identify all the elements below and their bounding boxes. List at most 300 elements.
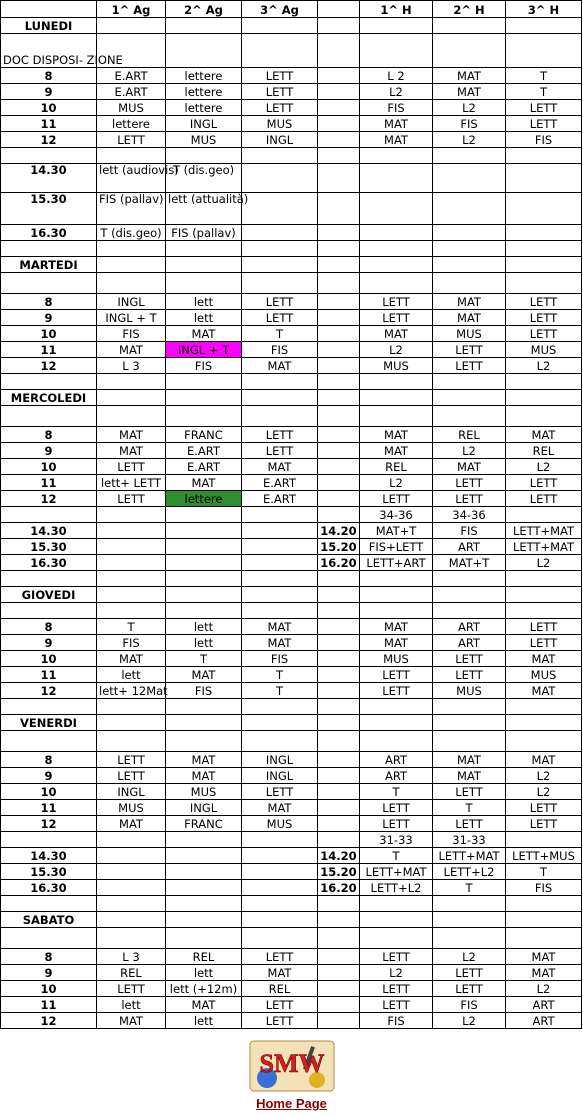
time-cell bbox=[318, 768, 360, 784]
lesson-cell: MAT+T bbox=[433, 555, 506, 571]
lesson-cell: lett bbox=[166, 619, 242, 635]
empty-cell bbox=[97, 912, 166, 928]
lesson-cell bbox=[506, 193, 582, 225]
lesson-cell: lett bbox=[97, 667, 166, 683]
lesson-cell: LETT bbox=[360, 491, 433, 507]
lesson-cell: LETT bbox=[360, 310, 433, 326]
lesson-cell: T bbox=[360, 848, 433, 864]
lesson-cell: 34-36 bbox=[433, 507, 506, 523]
lesson-cell: LETT bbox=[97, 981, 166, 997]
lesson-cell: MAT bbox=[166, 752, 242, 768]
lesson-cell: LETT bbox=[506, 816, 582, 832]
lesson-cell: E.ART bbox=[242, 491, 318, 507]
empty-cell bbox=[318, 571, 360, 587]
lesson-cell: L 2 bbox=[360, 68, 433, 84]
table-row bbox=[1, 294, 582, 310]
empty-cell bbox=[97, 148, 166, 164]
lesson-cell bbox=[166, 848, 242, 864]
time-cell: 8 bbox=[1, 752, 97, 768]
lesson-cell: E.ART bbox=[97, 68, 166, 84]
lesson-cell: lett bbox=[97, 997, 166, 1013]
lesson-cell: REL bbox=[166, 949, 242, 965]
table-row bbox=[1, 507, 582, 523]
lesson-cell: MAT bbox=[506, 427, 582, 443]
lesson-cell: MAT+T bbox=[360, 523, 433, 539]
empty-cell bbox=[360, 374, 433, 390]
lesson-cell: LETT bbox=[242, 100, 318, 116]
lesson-cell: MAT bbox=[166, 997, 242, 1013]
lesson-cell: MUS bbox=[97, 800, 166, 816]
lesson-cell: lett bbox=[166, 965, 242, 981]
empty-cell bbox=[506, 406, 582, 427]
time-cell bbox=[1, 832, 97, 848]
lesson-cell: LETT bbox=[242, 784, 318, 800]
lesson-cell bbox=[242, 507, 318, 523]
time-cell bbox=[318, 667, 360, 683]
lesson-cell: E.ART bbox=[166, 459, 242, 475]
table-row bbox=[1, 965, 582, 981]
lesson-cell: MUS bbox=[360, 358, 433, 374]
lesson-cell bbox=[506, 507, 582, 523]
lesson-cell bbox=[433, 193, 506, 225]
header-cell: 2^ H bbox=[433, 1, 506, 18]
empty-cell bbox=[166, 912, 242, 928]
lesson-cell: T bbox=[506, 864, 582, 880]
lesson-cell: MUS bbox=[360, 651, 433, 667]
lesson-cell: L2 bbox=[506, 459, 582, 475]
time-cell: 11 bbox=[1, 667, 97, 683]
empty-cell bbox=[166, 374, 242, 390]
lesson-cell bbox=[242, 193, 318, 225]
time-cell: 12 bbox=[1, 358, 97, 374]
table-row bbox=[1, 491, 582, 507]
lesson-cell: LETT bbox=[506, 619, 582, 635]
empty-cell bbox=[1, 406, 97, 427]
lesson-cell: lettere bbox=[166, 84, 242, 100]
lesson-cell: REL bbox=[360, 459, 433, 475]
empty-cell bbox=[506, 912, 582, 928]
time-cell: 11 bbox=[1, 800, 97, 816]
time-cell bbox=[318, 752, 360, 768]
lesson-cell: LETT bbox=[360, 683, 433, 699]
empty-cell bbox=[242, 587, 318, 603]
lesson-cell: LETT bbox=[506, 475, 582, 491]
time-cell bbox=[318, 193, 360, 225]
time-cell: 16.20 bbox=[318, 555, 360, 571]
lesson-cell: INGL bbox=[242, 768, 318, 784]
lesson-cell: L2 bbox=[360, 342, 433, 358]
empty-cell bbox=[433, 715, 506, 731]
empty-cell bbox=[506, 241, 582, 257]
lesson-cell: LETT bbox=[360, 949, 433, 965]
lesson-cell bbox=[242, 523, 318, 539]
lesson-cell: L2 bbox=[433, 100, 506, 116]
table-row bbox=[1, 164, 582, 193]
lesson-cell: FIS bbox=[433, 997, 506, 1013]
lesson-cell: L2 bbox=[433, 949, 506, 965]
table-row bbox=[1, 68, 582, 84]
lesson-cell: MUS bbox=[433, 683, 506, 699]
lesson-cell: LETT bbox=[242, 310, 318, 326]
lesson-cell: T bbox=[242, 683, 318, 699]
time-cell: 14.20 bbox=[318, 848, 360, 864]
lesson-cell: FIS bbox=[242, 651, 318, 667]
day-label: MERCOLEDI bbox=[1, 390, 97, 406]
empty-cell bbox=[318, 273, 360, 294]
lesson-cell: MAT bbox=[242, 965, 318, 981]
empty-cell bbox=[433, 374, 506, 390]
lesson-cell: FIS (pallav) bbox=[166, 225, 242, 241]
lesson-cell: MAT bbox=[242, 459, 318, 475]
time-cell: 9 bbox=[1, 443, 97, 459]
time-cell: 11 bbox=[1, 997, 97, 1013]
empty-cell bbox=[506, 148, 582, 164]
empty-cell bbox=[1, 374, 97, 390]
time-cell: 11 bbox=[1, 475, 97, 491]
lesson-cell: lettere bbox=[166, 100, 242, 116]
time-cell bbox=[318, 997, 360, 1013]
time-cell: 9 bbox=[1, 965, 97, 981]
empty-cell bbox=[360, 715, 433, 731]
lesson-cell: MAT bbox=[360, 326, 433, 342]
lesson-cell: ART bbox=[360, 752, 433, 768]
lesson-cell: LETT bbox=[433, 981, 506, 997]
lesson-cell: ART bbox=[433, 619, 506, 635]
time-cell bbox=[318, 310, 360, 326]
lesson-cell: LETT bbox=[360, 816, 433, 832]
table-row bbox=[1, 816, 582, 832]
lesson-cell: FIS bbox=[360, 100, 433, 116]
lesson-cell bbox=[97, 523, 166, 539]
table-row bbox=[1, 374, 582, 390]
lesson-cell: lett+ 12Mat bbox=[97, 683, 166, 699]
empty-cell bbox=[433, 273, 506, 294]
lesson-cell: L 3 bbox=[97, 358, 166, 374]
header-cell bbox=[1, 1, 97, 18]
empty-cell bbox=[97, 390, 166, 406]
empty-cell bbox=[97, 273, 166, 294]
empty-cell bbox=[433, 18, 506, 34]
lesson-cell bbox=[506, 164, 582, 193]
lesson-cell: MAT bbox=[242, 619, 318, 635]
lesson-cell: MUS bbox=[166, 784, 242, 800]
empty-cell bbox=[166, 273, 242, 294]
empty-cell bbox=[360, 390, 433, 406]
lesson-cell: ART bbox=[506, 1013, 582, 1029]
table-row bbox=[1, 539, 582, 555]
time-cell: 14.30 bbox=[1, 523, 97, 539]
lesson-cell: FIS bbox=[433, 116, 506, 132]
empty-cell bbox=[166, 587, 242, 603]
empty-cell bbox=[506, 34, 582, 68]
lesson-cell: MAT bbox=[166, 475, 242, 491]
day-label: MARTEDI bbox=[1, 257, 97, 273]
lesson-cell: FIS (pallav) bbox=[97, 193, 166, 225]
empty-cell bbox=[97, 374, 166, 390]
lesson-cell: LETT bbox=[242, 949, 318, 965]
table-row bbox=[1, 193, 582, 225]
empty-cell bbox=[360, 257, 433, 273]
lesson-cell: T bbox=[166, 651, 242, 667]
lesson-cell: L2 bbox=[360, 965, 433, 981]
table-row bbox=[1, 406, 582, 427]
empty-cell bbox=[433, 34, 506, 68]
time-cell bbox=[318, 507, 360, 523]
time-cell bbox=[1, 507, 97, 523]
lesson-cell: LETT bbox=[242, 443, 318, 459]
lesson-cell bbox=[242, 164, 318, 193]
lesson-cell: lett (+12m) bbox=[166, 981, 242, 997]
time-cell: 9 bbox=[1, 310, 97, 326]
empty-cell bbox=[360, 18, 433, 34]
empty-cell bbox=[97, 571, 166, 587]
empty-cell bbox=[242, 374, 318, 390]
empty-cell bbox=[433, 912, 506, 928]
empty-cell bbox=[506, 571, 582, 587]
lesson-cell bbox=[97, 880, 166, 896]
empty-cell bbox=[242, 912, 318, 928]
lesson-cell: MAT bbox=[97, 816, 166, 832]
empty-cell bbox=[506, 273, 582, 294]
table-row bbox=[1, 928, 582, 949]
empty-cell bbox=[166, 18, 242, 34]
home-page-link[interactable]: Home Page bbox=[256, 1096, 327, 1111]
lesson-cell: LETT bbox=[242, 84, 318, 100]
empty-cell bbox=[166, 603, 242, 619]
table-row bbox=[1, 18, 582, 34]
lesson-cell: MAT bbox=[506, 651, 582, 667]
lesson-cell: INGL bbox=[242, 752, 318, 768]
time-cell bbox=[318, 427, 360, 443]
time-cell bbox=[318, 816, 360, 832]
time-cell bbox=[318, 784, 360, 800]
lesson-cell: MUS bbox=[433, 326, 506, 342]
empty-cell bbox=[506, 715, 582, 731]
table-row bbox=[1, 896, 582, 912]
table-row bbox=[1, 225, 582, 241]
header-cell: 1^ H bbox=[360, 1, 433, 18]
lesson-cell: INGL + T bbox=[166, 342, 242, 358]
header-cell: 3^ Ag bbox=[242, 1, 318, 18]
empty-cell bbox=[1, 731, 97, 752]
empty-cell bbox=[166, 406, 242, 427]
empty-cell bbox=[506, 390, 582, 406]
lesson-cell bbox=[97, 864, 166, 880]
day-label: SABATO bbox=[1, 912, 97, 928]
lesson-cell: lett (audiovis) bbox=[97, 164, 166, 193]
table-row bbox=[1, 635, 582, 651]
lesson-cell bbox=[360, 164, 433, 193]
empty-cell bbox=[433, 241, 506, 257]
table-row bbox=[1, 651, 582, 667]
time-cell: 10 bbox=[1, 784, 97, 800]
lesson-cell: lett (attualità) bbox=[166, 193, 242, 225]
lesson-cell bbox=[242, 555, 318, 571]
table-row bbox=[1, 358, 582, 374]
day-label: GIOVEDI bbox=[1, 587, 97, 603]
lesson-cell: lett+ LETT bbox=[97, 475, 166, 491]
lesson-cell: LETT bbox=[242, 427, 318, 443]
table-row bbox=[1, 619, 582, 635]
lesson-cell: L 3 bbox=[97, 949, 166, 965]
empty-cell bbox=[360, 273, 433, 294]
footer bbox=[0, 1040, 583, 1111]
empty-cell bbox=[166, 896, 242, 912]
lesson-cell: INGL bbox=[97, 294, 166, 310]
lesson-cell: LETT bbox=[506, 491, 582, 507]
lesson-cell: FIS bbox=[360, 1013, 433, 1029]
lesson-cell bbox=[97, 539, 166, 555]
time-cell: 11 bbox=[1, 342, 97, 358]
lesson-cell: L2 bbox=[360, 84, 433, 100]
empty-cell bbox=[97, 731, 166, 752]
lesson-cell: MAT bbox=[360, 443, 433, 459]
empty-cell bbox=[318, 715, 360, 731]
table-row bbox=[1, 427, 582, 443]
lesson-cell: LETT bbox=[360, 981, 433, 997]
lesson-cell: lettere bbox=[97, 116, 166, 132]
empty-cell bbox=[242, 896, 318, 912]
empty-cell bbox=[433, 390, 506, 406]
header-row bbox=[1, 1, 582, 18]
empty-cell bbox=[242, 731, 318, 752]
time-cell bbox=[318, 358, 360, 374]
time-cell bbox=[318, 800, 360, 816]
lesson-cell: lett bbox=[166, 1013, 242, 1029]
lesson-cell: MAT bbox=[97, 427, 166, 443]
empty-cell bbox=[318, 241, 360, 257]
lesson-cell: T bbox=[242, 326, 318, 342]
lesson-cell: MUS bbox=[242, 116, 318, 132]
lesson-cell bbox=[360, 225, 433, 241]
lesson-cell bbox=[166, 555, 242, 571]
time-cell bbox=[318, 619, 360, 635]
time-cell: 14.20 bbox=[318, 523, 360, 539]
empty-cell bbox=[318, 18, 360, 34]
lesson-cell: LETT+ART bbox=[360, 555, 433, 571]
lesson-cell: MAT bbox=[242, 635, 318, 651]
empty-cell bbox=[166, 571, 242, 587]
lesson-cell: MAT bbox=[433, 459, 506, 475]
table-row bbox=[1, 587, 582, 603]
lesson-cell bbox=[506, 225, 582, 241]
lesson-cell: MAT bbox=[433, 68, 506, 84]
time-cell: 8 bbox=[1, 949, 97, 965]
empty-cell bbox=[506, 257, 582, 273]
lesson-cell: MUS bbox=[506, 667, 582, 683]
empty-cell bbox=[506, 18, 582, 34]
empty-cell bbox=[242, 18, 318, 34]
lesson-cell: FIS bbox=[242, 342, 318, 358]
lesson-cell: LETT+MUS bbox=[506, 848, 582, 864]
lesson-cell bbox=[360, 193, 433, 225]
time-cell: 10 bbox=[1, 459, 97, 475]
lesson-cell: LETT bbox=[506, 310, 582, 326]
empty-cell bbox=[166, 390, 242, 406]
empty-cell bbox=[242, 571, 318, 587]
lesson-cell: LETT bbox=[242, 997, 318, 1013]
lesson-cell: L2 bbox=[506, 981, 582, 997]
lesson-cell: 31-33 bbox=[360, 832, 433, 848]
lesson-cell: E.ART bbox=[97, 84, 166, 100]
empty-cell bbox=[360, 148, 433, 164]
lesson-cell: FIS+LETT bbox=[360, 539, 433, 555]
lesson-cell: MAT bbox=[166, 326, 242, 342]
empty-cell bbox=[318, 390, 360, 406]
lesson-cell: INGL bbox=[242, 132, 318, 148]
lesson-cell: MAT bbox=[166, 768, 242, 784]
lesson-cell: FIS bbox=[166, 358, 242, 374]
time-cell: 15.30 bbox=[1, 539, 97, 555]
time-cell: 9 bbox=[1, 84, 97, 100]
lesson-cell: ART bbox=[433, 635, 506, 651]
lesson-cell bbox=[242, 832, 318, 848]
lesson-cell: LETT bbox=[433, 784, 506, 800]
table-row bbox=[1, 715, 582, 731]
table-row bbox=[1, 981, 582, 997]
time-cell bbox=[318, 100, 360, 116]
lesson-cell bbox=[242, 864, 318, 880]
empty-cell bbox=[97, 699, 166, 715]
lesson-cell: L2 bbox=[506, 768, 582, 784]
lesson-cell: FRANC bbox=[166, 816, 242, 832]
empty-cell bbox=[433, 928, 506, 949]
header-cell: 3^ H bbox=[506, 1, 582, 18]
time-cell bbox=[318, 683, 360, 699]
lesson-cell: L2 bbox=[433, 132, 506, 148]
empty-cell bbox=[166, 148, 242, 164]
lesson-cell bbox=[97, 848, 166, 864]
table-row bbox=[1, 832, 582, 848]
lesson-cell bbox=[97, 555, 166, 571]
table-row bbox=[1, 768, 582, 784]
lesson-cell: MAT bbox=[433, 84, 506, 100]
lesson-cell: FIS bbox=[97, 635, 166, 651]
empty-cell bbox=[506, 731, 582, 752]
empty-cell bbox=[506, 928, 582, 949]
time-cell: 10 bbox=[1, 981, 97, 997]
lesson-cell: INGL bbox=[166, 116, 242, 132]
empty-cell bbox=[166, 699, 242, 715]
table-row bbox=[1, 603, 582, 619]
lesson-cell: MUS bbox=[506, 342, 582, 358]
lesson-cell: LETT bbox=[433, 816, 506, 832]
empty-cell bbox=[242, 34, 318, 68]
lesson-cell: LETT bbox=[433, 342, 506, 358]
empty-cell bbox=[97, 406, 166, 427]
table-row bbox=[1, 912, 582, 928]
time-cell: 15.20 bbox=[318, 539, 360, 555]
table-row bbox=[1, 571, 582, 587]
table-row bbox=[1, 273, 582, 294]
lesson-cell: FIS bbox=[506, 880, 582, 896]
empty-cell bbox=[433, 148, 506, 164]
empty-cell bbox=[318, 731, 360, 752]
empty-cell bbox=[97, 587, 166, 603]
lesson-cell: REL bbox=[433, 427, 506, 443]
lesson-cell: MAT bbox=[97, 443, 166, 459]
empty-cell bbox=[360, 928, 433, 949]
lesson-cell: ART bbox=[433, 539, 506, 555]
lesson-cell: E.ART bbox=[242, 475, 318, 491]
lesson-cell bbox=[97, 832, 166, 848]
lesson-cell: MAT bbox=[360, 132, 433, 148]
lesson-cell bbox=[242, 539, 318, 555]
time-cell: 8 bbox=[1, 68, 97, 84]
empty-cell bbox=[166, 241, 242, 257]
empty-cell bbox=[1, 603, 97, 619]
time-cell: 10 bbox=[1, 651, 97, 667]
